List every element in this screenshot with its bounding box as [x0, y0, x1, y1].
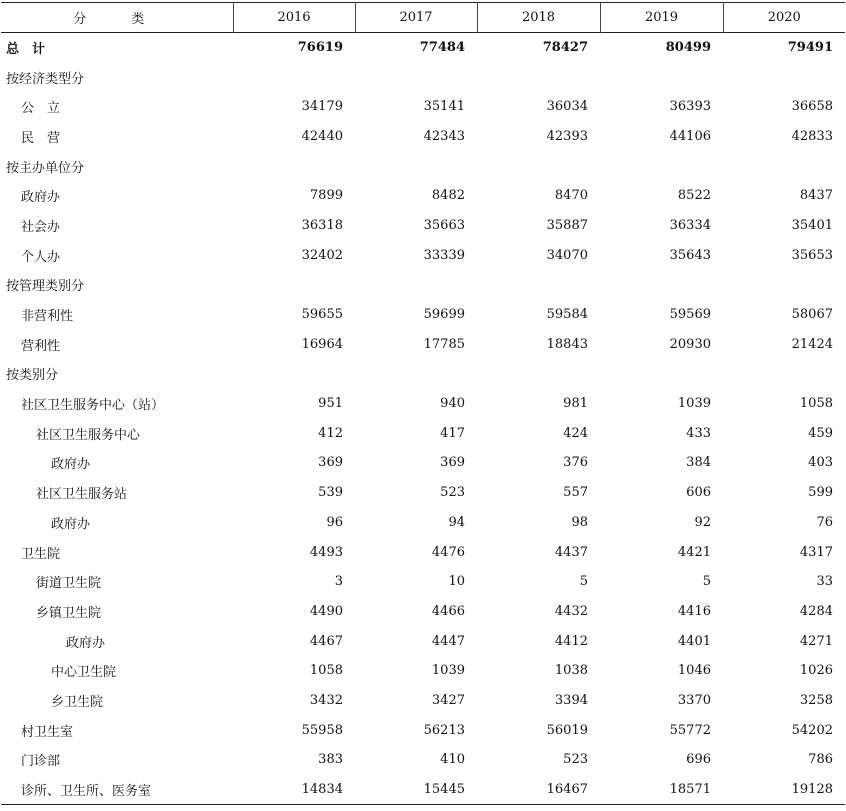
cell-2020: 459 [808, 425, 833, 441]
cell-2018: 98 [571, 514, 588, 530]
cell-2018: 34070 [546, 247, 588, 263]
cell-2019: 44106 [669, 128, 711, 144]
cell-2016: 7899 [309, 188, 343, 204]
cell-2019: 433 [686, 425, 711, 441]
table-row [1, 418, 845, 448]
header-year-2020: 2020 [723, 3, 845, 33]
cell-2016: 42440 [301, 128, 343, 144]
table-row [1, 686, 845, 716]
cell-2020: 33 [816, 574, 833, 590]
header-year-2017: 2017 [355, 3, 477, 33]
table-row [1, 478, 845, 508]
cell-2019: 696 [686, 752, 711, 768]
cell-2017: 8482 [431, 188, 465, 204]
row-label: 社会办 [21, 219, 61, 235]
cell-2019: 3370 [677, 692, 711, 708]
cell-2020: 4271 [799, 633, 833, 649]
cell-2019: 80499 [665, 40, 711, 56]
cell-2016: 4467 [309, 633, 343, 649]
row-label: 门诊部 [21, 754, 61, 770]
cell-2017: 15445 [423, 781, 465, 797]
cell-2016: 59655 [301, 307, 343, 323]
cell-2018: 1038 [554, 663, 588, 679]
cell-2019: 4416 [677, 603, 711, 619]
row-label: 总 计 [6, 42, 46, 58]
statistics-table [1, 2, 845, 805]
cell-2017: 59699 [423, 307, 465, 323]
cell-2017: 3427 [431, 692, 465, 708]
cell-2016: 412 [318, 425, 343, 441]
table-row [1, 122, 845, 152]
row-label: 中心卫生院 [51, 665, 117, 681]
cell-2019: 18571 [669, 781, 711, 797]
cell-2018: 56019 [546, 722, 588, 738]
cell-2018: 5 [579, 574, 588, 590]
row-label: 社区卫生服务中心（站） [21, 398, 165, 414]
cell-2018: 16467 [546, 781, 588, 797]
table-row [1, 389, 845, 419]
cell-2017: 42343 [423, 128, 465, 144]
cell-2019: 36393 [669, 99, 711, 115]
cell-2020: 54202 [791, 722, 833, 738]
cell-2019: 35643 [669, 247, 711, 263]
cell-2018: 4432 [554, 603, 588, 619]
section-row-sponsor [1, 151, 845, 181]
section-label: 按主办单位分 [6, 160, 85, 176]
cell-2018: 523 [563, 752, 588, 768]
section-row-economic-type [1, 62, 845, 92]
cell-2018: 4437 [554, 544, 588, 560]
cell-2018: 78427 [542, 40, 588, 56]
row-label: 诊所、卫生所、医务室 [21, 783, 152, 799]
section-label: 按类别分 [6, 368, 59, 384]
cell-2016: 16964 [301, 336, 343, 352]
cell-2018: 35887 [546, 217, 588, 233]
table-row [1, 211, 845, 241]
table-header [1, 3, 845, 33]
row-label: 政府办 [66, 635, 106, 651]
cell-2019: 8522 [677, 188, 711, 204]
cell-2020: 79491 [787, 40, 833, 56]
cell-2016: 4490 [309, 603, 343, 619]
cell-2016: 951 [318, 396, 343, 412]
cell-2020: 1058 [799, 396, 833, 412]
header-row [1, 3, 845, 33]
cell-2019: 606 [686, 485, 711, 501]
table-row [1, 537, 845, 567]
cell-2017: 94 [448, 514, 465, 530]
cell-2019: 5 [702, 574, 711, 590]
cell-2017: 369 [440, 455, 465, 471]
cell-2017: 35141 [423, 99, 465, 115]
cell-2018: 42393 [546, 128, 588, 144]
row-label: 社区卫生服务中心 [36, 427, 141, 443]
cell-2020: 58067 [791, 307, 833, 323]
row-label: 卫生院 [21, 546, 61, 562]
cell-2020: 35401 [791, 217, 833, 233]
cell-2018: 8470 [554, 188, 588, 204]
cell-2016: 36318 [301, 217, 343, 233]
cell-2019: 92 [694, 514, 711, 530]
cell-2016: 539 [318, 485, 343, 501]
section-row-category [1, 359, 845, 389]
row-label: 政府办 [51, 457, 91, 473]
cell-2019: 4401 [677, 633, 711, 649]
cell-2017: 56213 [423, 722, 465, 738]
cell-2018: 981 [563, 396, 588, 412]
cell-2017: 4447 [431, 633, 465, 649]
row-label: 乡镇卫生院 [36, 605, 102, 621]
cell-2020: 21424 [791, 336, 833, 352]
cell-2019: 1039 [677, 396, 711, 412]
cell-2018: 18843 [546, 336, 588, 352]
cell-2017: 417 [440, 425, 465, 441]
cell-2019: 4421 [677, 544, 711, 560]
table-row [1, 567, 845, 597]
table-row [1, 656, 845, 686]
row-label: 乡卫生院 [51, 694, 104, 710]
cell-2016: 3432 [309, 692, 343, 708]
cell-2020: 4284 [799, 603, 833, 619]
table-row [1, 300, 845, 330]
cell-2017: 410 [440, 752, 465, 768]
cell-2017: 1039 [431, 663, 465, 679]
row-label: 村卫生室 [21, 724, 74, 740]
statistics-table-container [0, 2, 846, 811]
cell-2016: 4493 [309, 544, 343, 560]
cell-2020: 786 [808, 752, 833, 768]
row-label: 街道卫生院 [36, 576, 102, 592]
cell-2018: 424 [563, 425, 588, 441]
table-row [1, 597, 845, 627]
cell-2020: 599 [808, 485, 833, 501]
cell-2016: 1058 [309, 663, 343, 679]
row-label: 民 营 [21, 130, 61, 146]
table-row-total [1, 33, 845, 63]
cell-2016: 14834 [301, 781, 343, 797]
table-row [1, 329, 845, 359]
section-label: 按经济类型分 [6, 71, 85, 87]
cell-2020: 8437 [799, 188, 833, 204]
cell-2017: 4476 [431, 544, 465, 560]
cell-2020: 36658 [791, 99, 833, 115]
table-body [1, 33, 845, 805]
cell-2020: 1026 [799, 663, 833, 679]
cell-2020: 76 [816, 514, 833, 530]
cell-2020: 35653 [791, 247, 833, 263]
cell-2019: 20930 [669, 336, 711, 352]
cell-2019: 1046 [677, 663, 711, 679]
cell-2016: 55958 [301, 722, 343, 738]
cell-2017: 17785 [423, 336, 465, 352]
cell-2019: 36334 [669, 217, 711, 233]
cell-2016: 383 [318, 752, 343, 768]
table-row [1, 508, 845, 538]
row-label: 公 立 [21, 101, 61, 117]
cell-2020: 19128 [791, 781, 833, 797]
header-year-2018: 2018 [477, 3, 600, 33]
cell-2017: 4466 [431, 603, 465, 619]
cell-2016: 76619 [297, 40, 343, 56]
cell-2019: 55772 [669, 722, 711, 738]
row-label: 非营利性 [21, 309, 74, 325]
cell-2017: 523 [440, 485, 465, 501]
table-row [1, 92, 845, 122]
table-row [1, 775, 845, 805]
cell-2017: 10 [448, 574, 465, 590]
cell-2020: 4317 [799, 544, 833, 560]
row-label: 社区卫生服务站 [36, 487, 128, 503]
cell-2017: 77484 [419, 40, 465, 56]
cell-2018: 4412 [554, 633, 588, 649]
table-row [1, 448, 845, 478]
header-category: 分 类 [73, 12, 161, 27]
cell-2017: 33339 [423, 247, 465, 263]
cell-2020: 42833 [791, 128, 833, 144]
table-row [1, 240, 845, 270]
cell-2017: 35663 [423, 217, 465, 233]
cell-2020: 3258 [799, 692, 833, 708]
row-label: 营利性 [21, 338, 61, 354]
cell-2016: 369 [318, 455, 343, 471]
section-row-management [1, 270, 845, 300]
cell-2018: 59584 [546, 307, 588, 323]
row-label: 政府办 [21, 190, 61, 206]
cell-2019: 59569 [669, 307, 711, 323]
table-row [1, 626, 845, 656]
cell-2016: 96 [326, 514, 343, 530]
header-year-2019: 2019 [600, 3, 723, 33]
section-label: 按管理类别分 [6, 279, 85, 295]
table-row [1, 715, 845, 745]
cell-2018: 376 [563, 455, 588, 471]
cell-2016: 32402 [301, 247, 343, 263]
cell-2017: 940 [440, 396, 465, 412]
row-label: 政府办 [51, 516, 91, 532]
row-label: 个人办 [21, 249, 61, 265]
cell-2018: 557 [563, 485, 588, 501]
cell-2018: 36034 [546, 99, 588, 115]
cell-2016: 34179 [301, 99, 343, 115]
table-row [1, 745, 845, 775]
cell-2019: 384 [686, 455, 711, 471]
cell-2018: 3394 [554, 692, 588, 708]
header-year-2016: 2016 [233, 3, 355, 33]
table-row [1, 181, 845, 211]
cell-2016: 3 [334, 574, 343, 590]
cell-2020: 403 [808, 455, 833, 471]
